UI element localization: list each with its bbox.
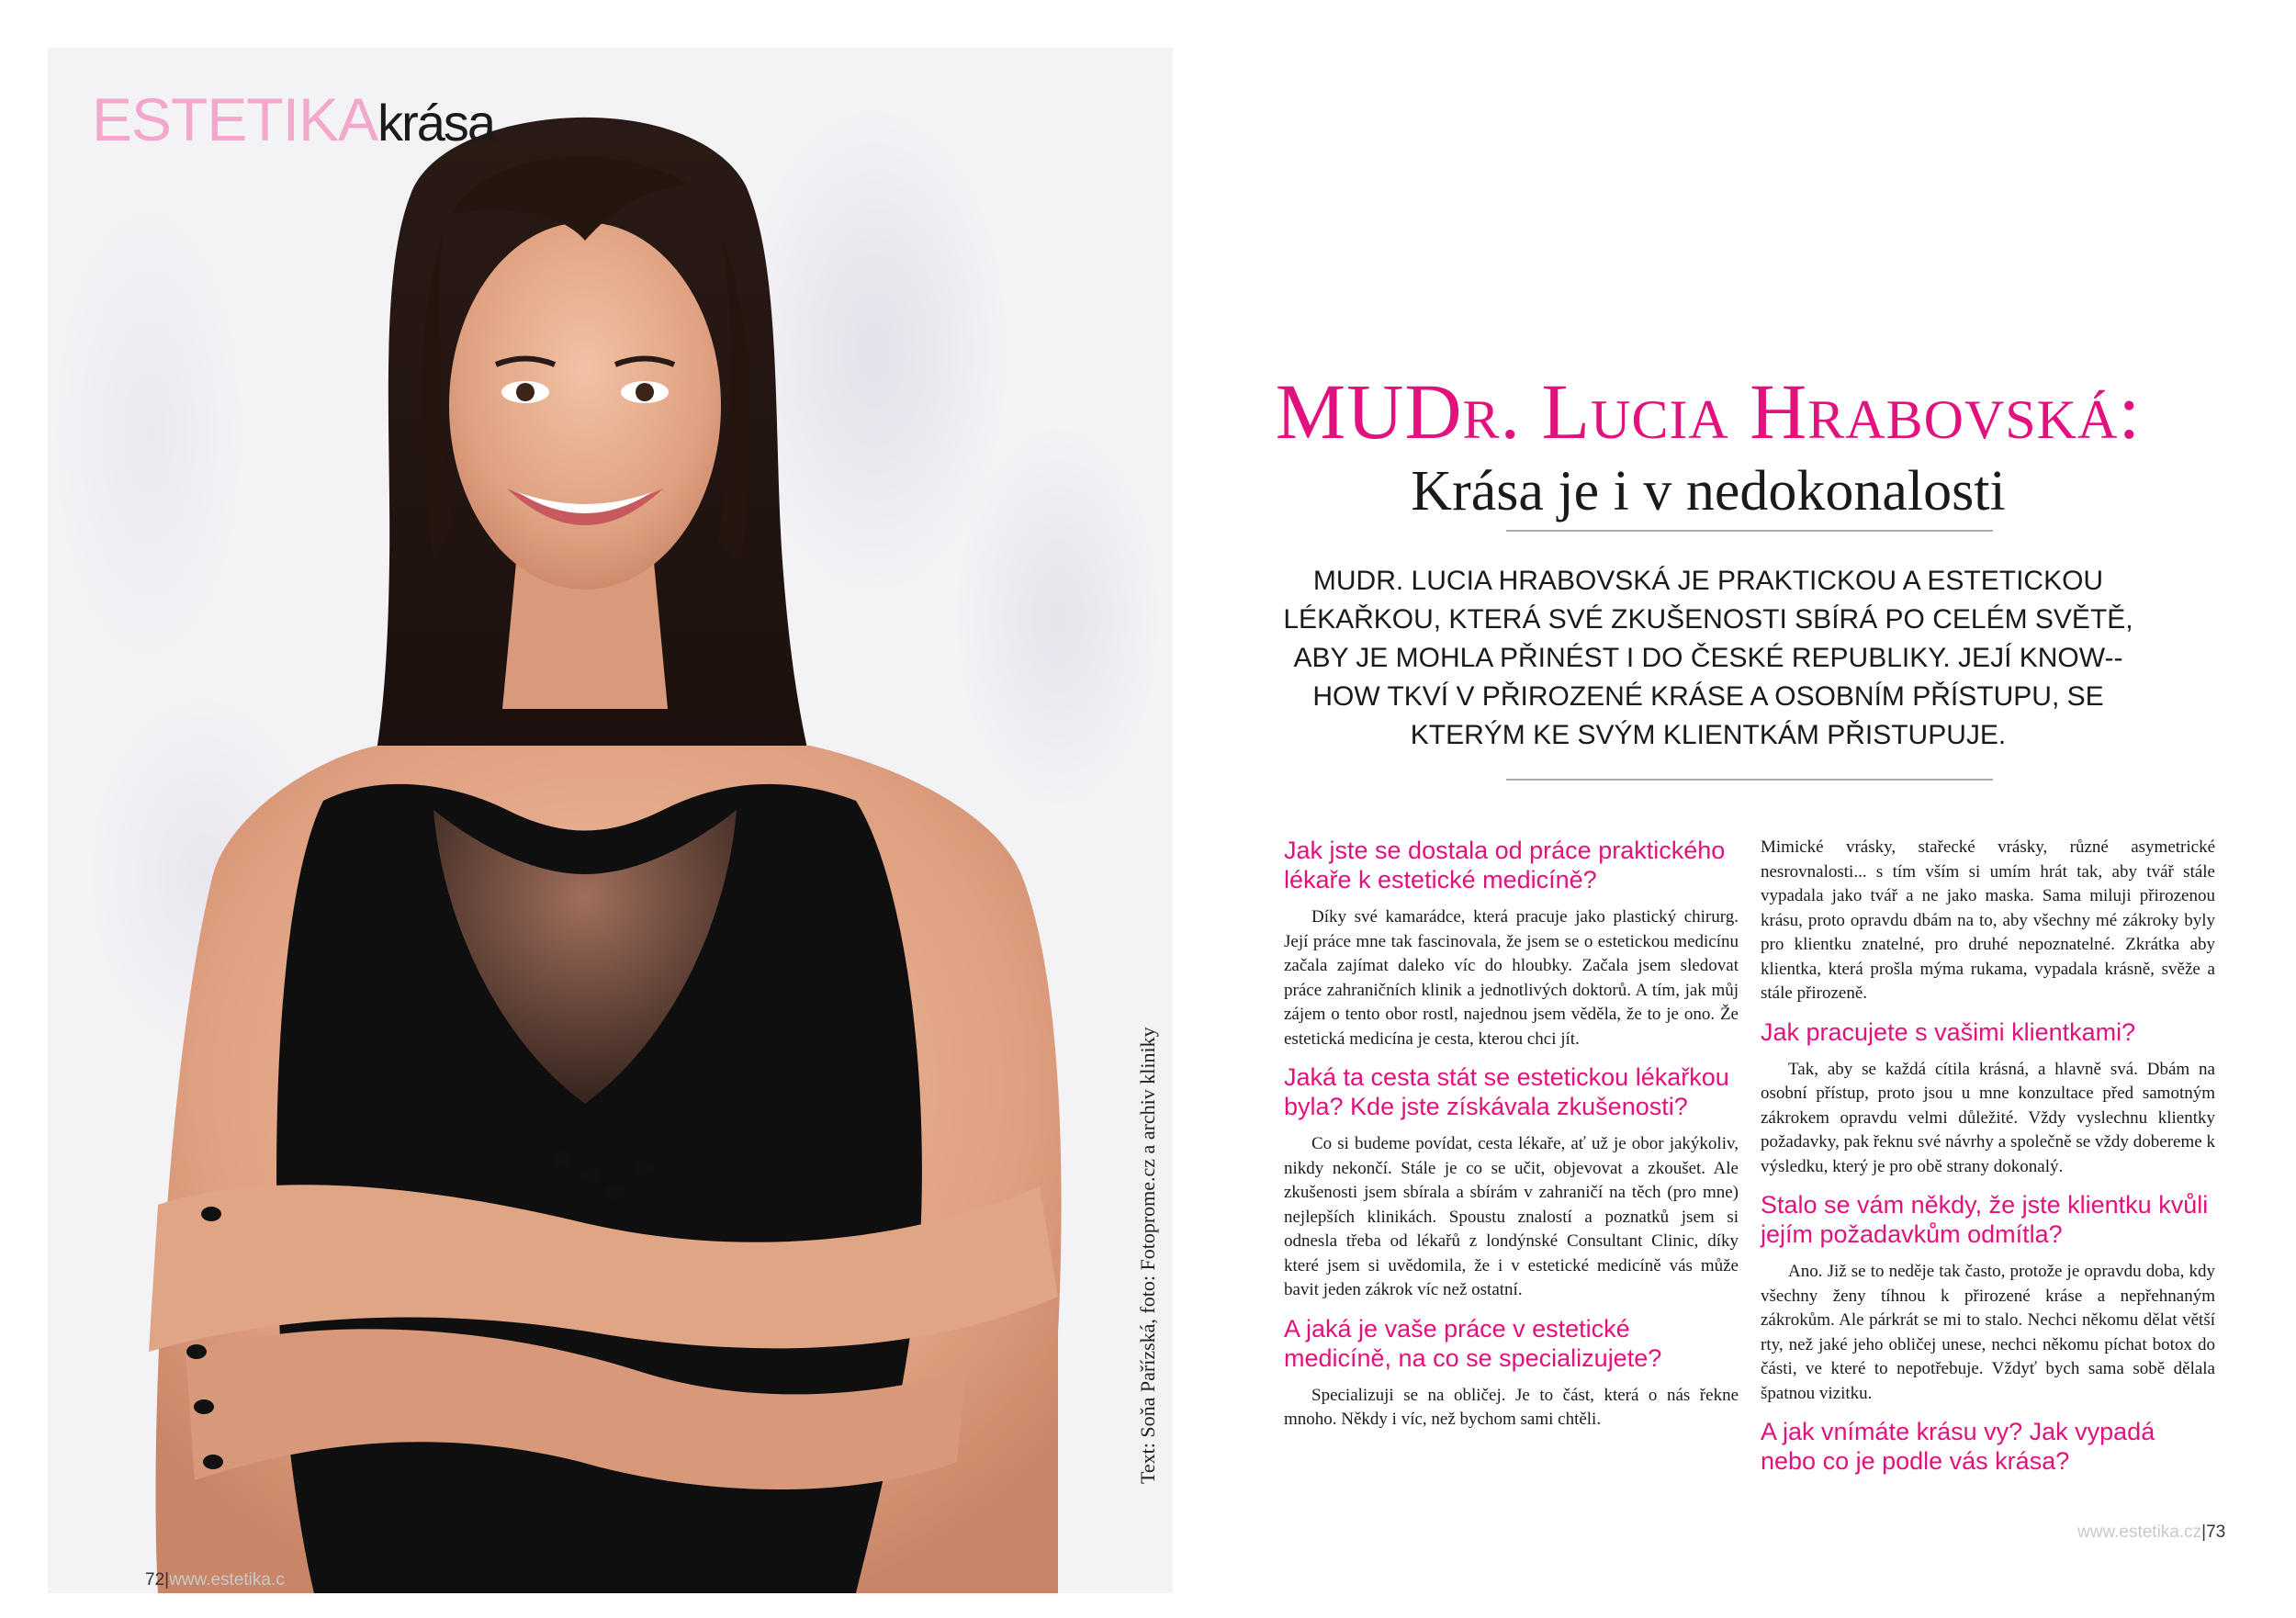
- photo-credit: Text: Soňa Pařízská, foto: Fotoprome.cz a archiv kliniky: [1136, 1027, 1159, 1484]
- answer-paragraph: Tak, aby se každá cítila krásná, a hlavně svá. Dbám na osobní přístup, proto jsou u mne konzultace před samotným zákrokem opravdu velmi důležité. Vždy vyslechnu klientky požadavky, pak řeknu své návrhy a společně se vždy dobereme k výsledku, který je pro obě strany dokonalý.: [1761, 1059, 2215, 1176]
- article-title-block: [1249, 365, 2167, 523]
- question-heading: Stalo se vám někdy, že jste klientku kvůli jejím požadavkům odmítla?: [1761, 1191, 2209, 1248]
- folio-left: 72|www.estetika.c: [145, 1570, 285, 1590]
- photo-credit-box: [1131, 1006, 1165, 1484]
- question-heading: Jaká ta cesta stát se estetickou lékařkou byla? Kde jste získávala zkušenosti?: [1284, 1063, 1729, 1120]
- question-heading: A jak vnímáte krásu vy? Jak vypadá nebo co je podle vás krása?: [1761, 1418, 2155, 1475]
- answer-paragraph: Díky své kamarádce, která pracuje jako plastický chirurg. Její práce mne tak fascinovala, že jsem se o estetickou medicínu začala zajímat daleko víc do hloubky. Začala jsem sledovat práce zahraničních klinik a jednotlivých doktorů. A tím, jak můj zájem o tento obor rostl, najednou jsem věděla, že to je ono. Že estetická medicína je cesta, kterou chci jít.: [1284, 907, 1739, 1049]
- divider-bottom: [1506, 779, 1993, 781]
- page-number-left: 72: [145, 1570, 165, 1590]
- section-label: [92, 84, 494, 154]
- answer-paragraph-continued: Mimické vrásky, stařecké vrásky, různé asymetrické nesrovnalosti... s tím vším si umím hrát tak, aby tvář stále vypadala jako tvář a ne jako maska. Sama miluji přirozenou krásu, proto opravdu dbám na to, aby všechny mé zákroky byly pro klientku znatelné, pro druhé nepoznatelné. Zkrátka aby klientka, která prošla mýma rukama, vypadala krásně, svěže a stále přirozeně.: [1761, 837, 2215, 1003]
- folio-right: www.estetika.cz|73: [2077, 1522, 2226, 1542]
- section-label-sub: krása: [377, 94, 495, 152]
- article-subtitle: Krása je i v nedokonalosti: [1411, 460, 2006, 522]
- portrait-photo: [48, 48, 1173, 1593]
- answer-paragraph: Ano. Již se to neděje tak často, protože je opravdu doba, kdy všechny ženy tíhnou k přirozené kráse a nepřehnaným zákrokům. Ale párkrát se mi to stalo. Nechci někomu dělat větší rty, než jaké jeho obličej unese, nechci někomu píchat botox do části, ve které to nepotřebuje. Vždyť bych sama sobě dělala špatnou vizitku.: [1761, 1262, 2215, 1403]
- question-heading: A jaká je vaše práce v estetické medicíně, na co se specializujete?: [1284, 1314, 1662, 1372]
- answer-paragraph: Co si budeme povídat, cesta lékaře, ať už je obor jakýkoliv, nikdy nekončí. Stále je co se učit, objevovat a zkoušet. Ale zkušenosti jsem sbírala a sbírám v zahraničí na těch (pro mne) nejlepších klinikách. Spoustu znalostí a poznatků jsem si odnesla třeba od lékařů z londýnské Consultant Clinic, díky které jsem si uvědomila, že i v estetické medicíně vás může bavit jeden zákrok víc než ostatní.: [1284, 1134, 1739, 1299]
- question-heading: Jak pracujete s vašimi klientkami?: [1761, 1017, 2136, 1046]
- question-heading: Jak jste se dostala od práce praktického lékaře k estetické medicíně?: [1284, 837, 1726, 893]
- website-url-right: www.estetika.cz: [2077, 1522, 2202, 1542]
- website-url-left: www.estetika.c: [169, 1570, 285, 1590]
- text-column-left: [1284, 836, 1739, 1444]
- section-label-main: ESTETIKA: [92, 85, 378, 153]
- answer-paragraph: Specializuji se na obličej. Je to část, která o nás řekne mnoho. Někdy i víc, než bychom sami chtěli.: [1284, 1385, 1739, 1429]
- face-shape: [449, 222, 721, 590]
- left-page-photo-spread: [48, 48, 1173, 1593]
- page-number-right: 73: [2206, 1522, 2226, 1542]
- article-title: MUDr. Lucia Hrabovská:: [1275, 367, 2142, 455]
- divider-top: [1506, 530, 1993, 532]
- text-column-right: [1761, 836, 2215, 1487]
- lead-paragraph: MUDR. LUCIA HRABOVSKÁ JE PRAKTICKOU A ESTETICKOU LÉKAŘKOU, KTERÁ SVÉ ZKUŠENOSTI SBÍRÁ PO CELÉM SVĚTĚ, ABY JE MOHLA PŘINÉST I DO ČESKÉ REPUBLIKY. JEJÍ KNOW--HOW TKVÍ V PŘIROZENÉ KRÁSE A OSOBNÍM PŘÍSTUPU, SE KTERÝM KE SVÝM KLIENTKÁM PŘISTUPUJE.: [1283, 566, 2133, 750]
